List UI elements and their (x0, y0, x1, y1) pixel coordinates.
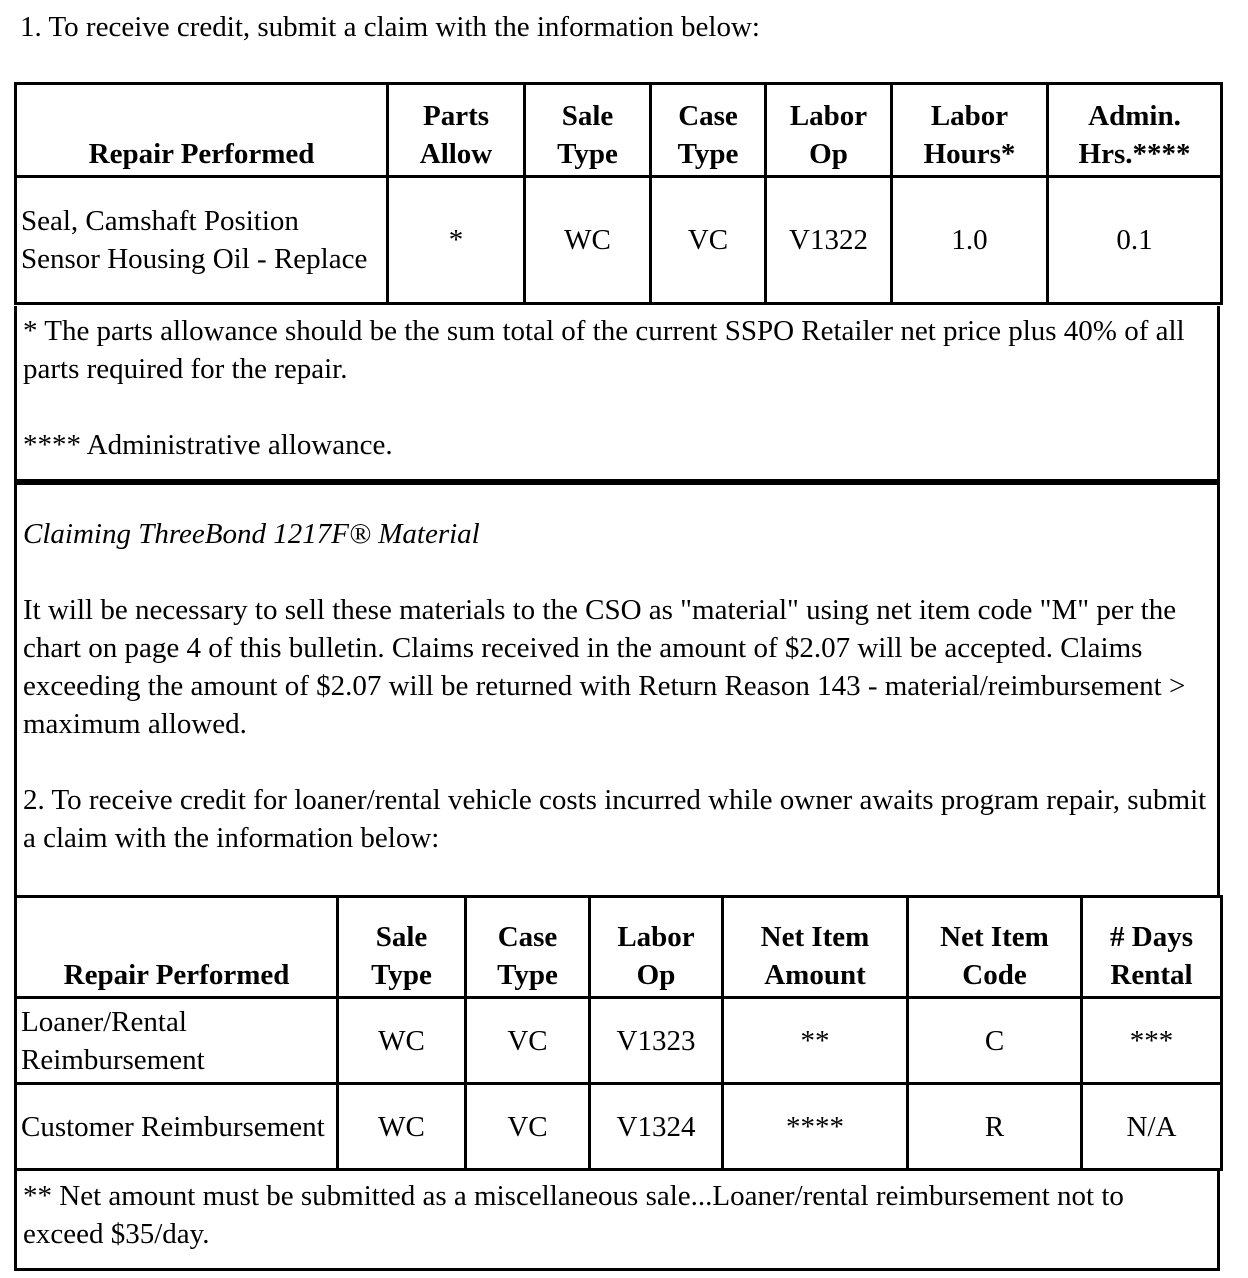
header-parts-allow: Parts Allow (388, 84, 525, 177)
table-row (16, 177, 1222, 304)
cell-labor-op: V1322 (766, 177, 892, 304)
cell-days-rental: N/A (1082, 1084, 1222, 1170)
cell-case-type: VC (651, 177, 766, 304)
material-section (14, 482, 1220, 898)
cell-case-type: VC (466, 1084, 590, 1170)
step2-text: 2. To receive credit for loaner/rental vehicle costs incurred while owner awaits program repair, submit a claim with the information below: (23, 784, 1207, 854)
repair-claim-table (14, 82, 1223, 305)
parts-allowance-note: * The parts allowance should be the sum total of the current SSPO Retailer net price plus 40% of all parts required for the repair. (23, 315, 1185, 385)
cell-sale-type: WC (338, 998, 466, 1084)
material-heading: Claiming ThreeBond 1217F® Material (23, 518, 480, 550)
cell-sale-type: WC (525, 177, 651, 304)
cell-net-item-amount: **** (723, 1084, 908, 1170)
table1-notes (14, 306, 1220, 482)
header-repair-performed: Repair Performed (16, 897, 338, 998)
cell-labor-hours: 1.0 (892, 177, 1048, 304)
header-case-type: Case Type (651, 84, 766, 177)
cell-net-item-code: C (908, 998, 1082, 1084)
cell-labor-op: V1323 (590, 998, 723, 1084)
cell-repair: Loaner/Rental Reimbursement (16, 998, 338, 1084)
header-labor-op: Labor Op (766, 84, 892, 177)
header-days-rental: # Days Rental (1082, 897, 1222, 998)
header-net-item-code: Net Item Code (908, 897, 1082, 998)
rental-claim-table (14, 895, 1223, 1171)
cell-parts-allow: * (388, 177, 525, 304)
cell-labor-op: V1324 (590, 1084, 723, 1170)
table-row (16, 1084, 1222, 1170)
net-amount-note: ** Net amount must be submitted as a miscellaneous sale...Loaner/rental reimbursement not to exceed $35/day. (23, 1180, 1124, 1250)
header-sale-type: Sale Type (338, 897, 466, 998)
cell-repair: Customer Reimbursement (16, 1084, 338, 1170)
header-net-item-amount: Net Item Amount (723, 897, 908, 998)
table-header-row (16, 84, 1222, 177)
header-labor-op: Labor Op (590, 897, 723, 998)
cell-admin-hrs: 0.1 (1048, 177, 1222, 304)
header-sale-type: Sale Type (525, 84, 651, 177)
material-body: It will be necessary to sell these materials to the CSO as "material" using net item code "M" per the chart on page 4 of this bulletin. Claims received in the amount of $2.07 will be accepted. Claims exceeding the amount of $2.07 will be returned with Return Reason 143 - material/reimbursement > maximum allowed. (23, 594, 1186, 740)
cell-net-item-code: R (908, 1084, 1082, 1170)
table2-note (14, 1171, 1220, 1271)
header-case-type: Case Type (466, 897, 590, 998)
cell-case-type: VC (466, 998, 590, 1084)
table-row (16, 998, 1222, 1084)
header-admin-hrs: Admin. Hrs.**** (1048, 84, 1222, 177)
admin-allowance-note: **** Administrative allowance. (23, 429, 393, 461)
header-repair-performed: Repair Performed (16, 84, 388, 177)
cell-days-rental: *** (1082, 998, 1222, 1084)
cell-net-item-amount: ** (723, 998, 908, 1084)
cell-repair: Seal, Camshaft Position Sensor Housing Oil - Replace (16, 177, 388, 304)
header-labor-hours: Labor Hours* (892, 84, 1048, 177)
cell-sale-type: WC (338, 1084, 466, 1170)
intro-text: 1. To receive credit, submit a claim with the information below: (20, 11, 760, 43)
table-header-row (16, 897, 1222, 998)
